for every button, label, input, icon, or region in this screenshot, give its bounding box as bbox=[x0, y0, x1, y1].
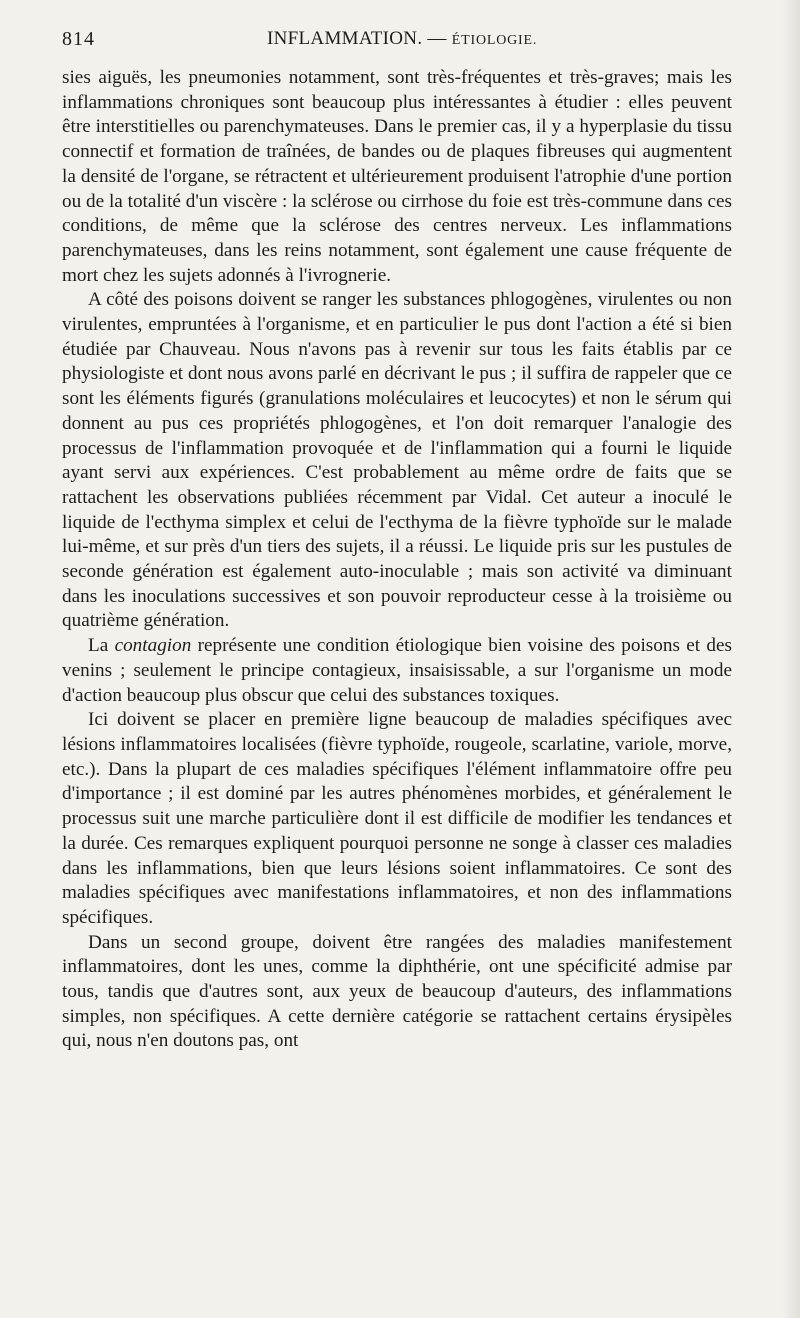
running-head bbox=[62, 22, 732, 58]
paragraph-3-rest: représente une condition étiologique bien voisine des poisons et des venins ; seulement le principe contagieux, insaisissable, a sur l'organisme un mode d'action beaucoup plus obscur que celui des substances toxiques. bbox=[62, 635, 732, 706]
paragraph-5: Dans un second groupe, doivent être rangées des maladies manifestement inflammatoires, dont les unes, comme la diphthérie, ont une spécificité admise par tous, tandis que d'autres sont, aux yeux de beaucoup d'auteurs, des inflammations simples, non spécifiques. A cette dernière catégorie se rattachent certains érysipèles qui, nous n'en doutons pas, ont bbox=[62, 931, 732, 1052]
paragraph-3-start: La bbox=[88, 635, 115, 657]
paragraph-1: sies aiguës, les pneumonies notamment, sont très-fréquentes et très-graves; mais les inflammations chroniques sont beaucoup plus intéressantes à étudier : elles peuvent être interstitielles ou parenchymateuses. Dans le premier cas, il y a hyperplasie du tissu connectif et formation de traînées, de bandes ou de plaques fibreuses qui augmentent la densité de l'organe, se rétractent et ultérieurement produisent l'atrophie d'une portion ou de la totalité d'un viscère : la sclérose ou cirrhose du foie est très-commune dans ces conditions, de même que la sclérose des centres nerveux. Les inflammations parenchymateuses, dans les reins notamment, sont également une cause fréquente de mort chez les sujets adonnés à l'ivrognerie. bbox=[62, 67, 732, 286]
section-subtitle: ÉTIOLOGIE. bbox=[451, 33, 538, 48]
emphasis-contagion: contagion bbox=[114, 635, 192, 657]
running-title bbox=[267, 28, 537, 50]
body-text bbox=[62, 66, 732, 1054]
paragraph-3 bbox=[62, 634, 732, 708]
page-number: 814 bbox=[62, 28, 95, 50]
paragraph-2: A côté des poisons doivent se ranger les substances phlogogènes, virulentes ou non virulentes, empruntées à l'organisme, et en particulier le pus dont l'action a été si bien étudiée par Chauveau. Nous n'avons pas à revenir sur tous les faits établis par ce physiologiste et dont nous avons parlé en décrivant le pus ; il suffira de rappeler que ce sont les éléments figurés (granulations moléculaires et leucocytes) et non le sérum qui donnent au pus ces propriétés phlogogènes, et l'on doit remarquer l'analogie des processus de l'inflammation provoquée et de l'inflammation qui a fourni le liquide ayant servi aux expériences. C'est probablement au même ordre de faits que se rattachent les observations publiées récemment par Vidal. Cet auteur a inoculé le liquide de l'ecthyma simplex et celui de l'ecthyma de la fièvre typhoïde sur le malade lui-même, et sur près d'un tiers des sujets, il a réussi. Le liquide pris sur les pustules de seconde génération est également auto-inoculable ; mais son activité va diminuant dans les inoculations successives et son pouvoir reproducteur cesse à la troisième ou quatrième génération. bbox=[62, 289, 732, 632]
chapter-title: INFLAMMATION. bbox=[267, 28, 423, 49]
title-separator: — bbox=[422, 28, 452, 49]
paragraph-4: Ici doivent se placer en première ligne beaucoup de maladies spécifiques avec lésions inflammatoires localisées (fièvre typhoïde, rougeole, scarlatine, variole, morve, etc.). Dans la plupart de ces maladies spécifiques l'élément inflammatoire offre peu d'importance ; il est dominé par les autres phénomènes morbides, et généralement le processus suit une marche particulière dont il est difficile de modifier les tendances et la durée. Ces remarques expliquent pourquoi personne ne songe à classer ces maladies dans les inflammations, bien que leurs lésions soient inflammatoires. Ce sont des maladies spécifiques avec manifestations inflammatoires, et non des inflammations spécifiques. bbox=[62, 709, 732, 928]
page-edge-shadow bbox=[782, 0, 800, 1318]
